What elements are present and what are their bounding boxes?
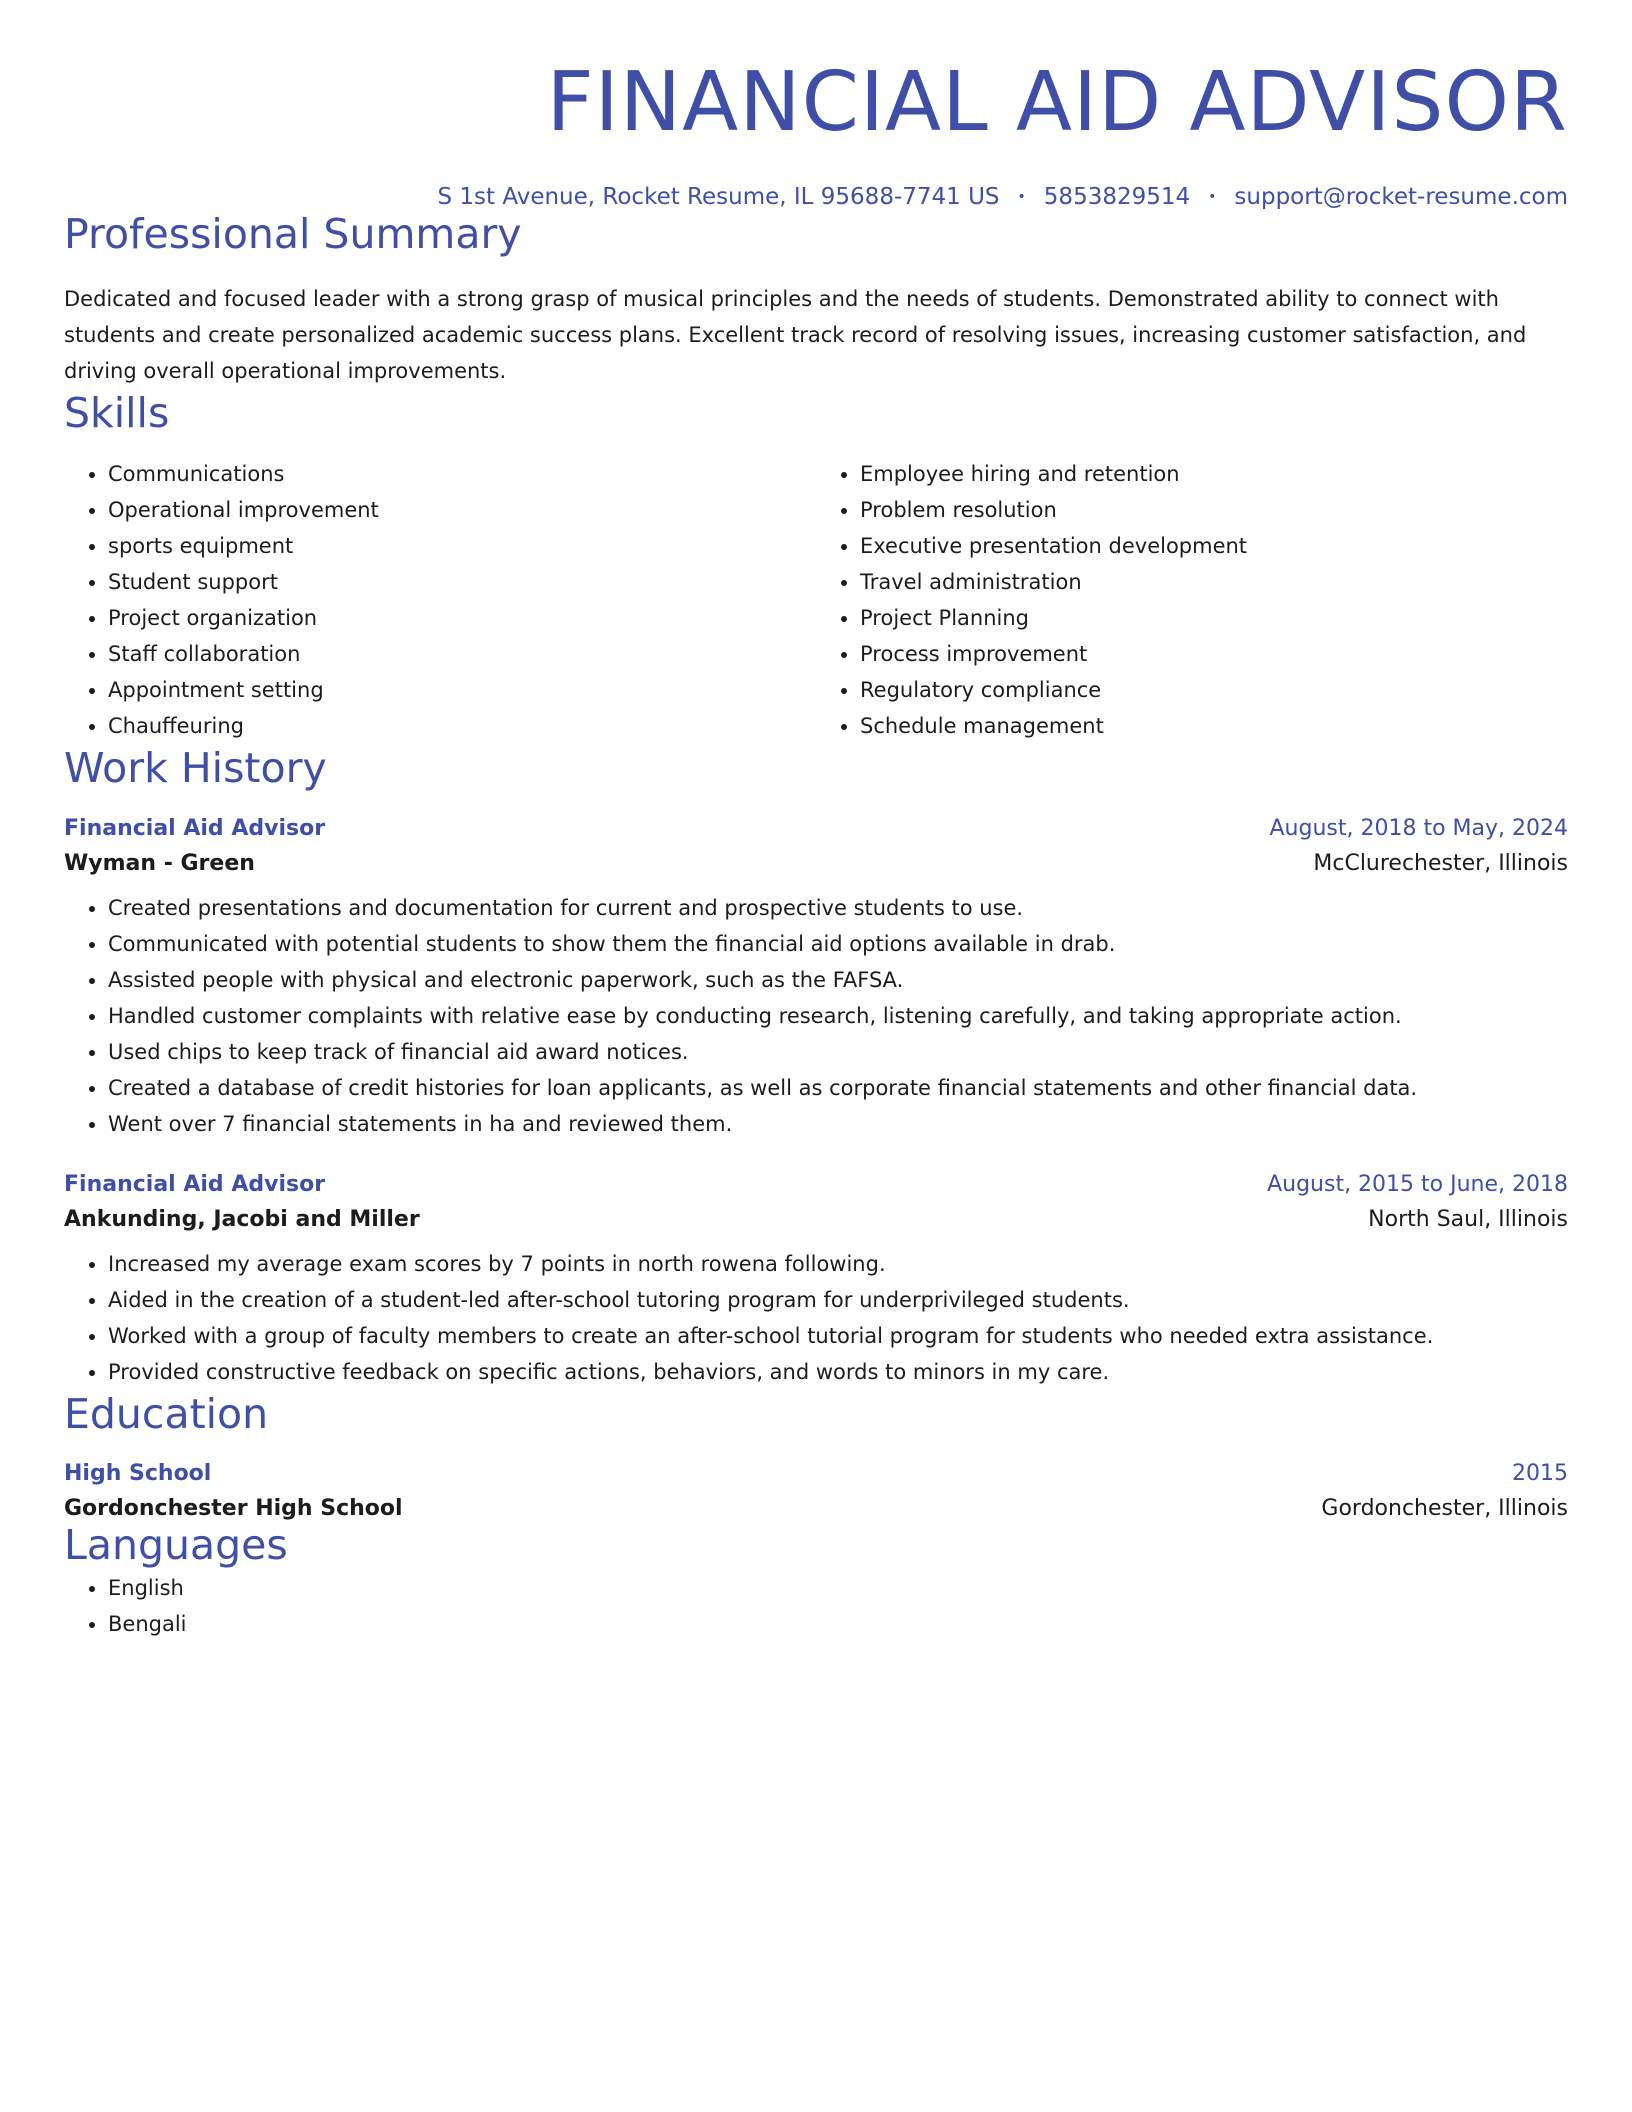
job-company-row xyxy=(64,1207,1568,1232)
languages-list xyxy=(64,1570,1568,1642)
skill-item: • Process improvement xyxy=(860,636,1568,672)
job-bullet: • Worked with a group of faculty members to create an after-school tutorial program for students who needed extra assistance. xyxy=(108,1318,1568,1354)
job-entry xyxy=(64,1172,1568,1390)
contact-email: support@rocket-resume.com xyxy=(1234,184,1568,210)
job-dates: August, 2018 to May, 2024 xyxy=(1269,815,1568,841)
job-title: Financial Aid Advisor xyxy=(64,815,326,841)
education-heading: Education xyxy=(64,1389,269,1438)
job-bullet: • Communicated with potential students to show them the financial aid options available in drab. xyxy=(108,926,1568,962)
skill-item: • Appointment setting xyxy=(108,672,816,708)
contact-address: S 1st Avenue, Rocket Resume, IL 95688-7741 US xyxy=(437,184,1000,210)
job-bullet: • Aided in the creation of a student-led after-school tutoring program for underprivileged students. xyxy=(108,1282,1568,1318)
contact-separator: • xyxy=(1017,189,1026,205)
job-bullet: • Created a database of credit histories for loan applicants, as well as corporate financial statements and other financial data. xyxy=(108,1070,1568,1106)
skill-item: • Travel administration xyxy=(860,564,1568,600)
skill-item: • Project Planning xyxy=(860,600,1568,636)
skill-item: • Executive presentation development xyxy=(860,528,1568,564)
education-location: Gordonchester, Illinois xyxy=(1321,1495,1568,1521)
skills-heading: Skills xyxy=(64,389,170,438)
summary-heading: Professional Summary xyxy=(64,210,522,258)
education-school-row xyxy=(64,1496,1568,1521)
job-bullet: • Assisted people with physical and electronic paperwork, such as the FAFSA. xyxy=(108,962,1568,998)
candidate-title: FINANCIAL AID ADVISOR xyxy=(546,55,1568,150)
education-school: Gordonchester High School xyxy=(64,1495,403,1521)
contact-separator: • xyxy=(1208,189,1217,205)
job-entry xyxy=(64,816,1568,1142)
skill-item: • Student support xyxy=(108,564,816,600)
skill-item: • Project organization xyxy=(108,600,816,636)
job-location: McClurechester, Illinois xyxy=(1313,850,1568,876)
language-item: • English xyxy=(108,1570,1568,1606)
skill-item: • Operational improvement xyxy=(108,492,816,528)
skills-list-right xyxy=(816,456,1568,744)
job-header-row xyxy=(64,1172,1568,1197)
job-bullet: • Went over 7 financial statements in ha and reviewed them. xyxy=(108,1106,1568,1142)
job-bullets xyxy=(64,1246,1568,1390)
skill-item: • sports equipment xyxy=(108,528,816,564)
contact-phone: 5853829514 xyxy=(1043,184,1191,210)
job-header-row xyxy=(64,816,1568,841)
language-item: • Bengali xyxy=(108,1606,1568,1642)
job-company: Ankunding, Jacobi and Miller xyxy=(64,1206,420,1232)
languages-heading: Languages xyxy=(64,1520,288,1569)
skill-item: • Communications xyxy=(108,456,816,492)
contact-line xyxy=(64,184,1568,210)
job-bullet: • Increased my average exam scores by 7 points in north rowena following. xyxy=(108,1246,1568,1282)
job-company: Wyman - Green xyxy=(64,850,255,876)
education-entry xyxy=(64,1461,1568,1521)
job-company-row xyxy=(64,851,1568,876)
summary-text: Dedicated and focused leader with a strong grasp of musical principles and the needs of students. Demonstrated ability to connect with students and create personalized academic success plans. Excellent track record of resolving issues, increasing customer satisfaction, and driving overall operational improvements. xyxy=(64,287,1527,384)
job-bullets xyxy=(64,890,1568,1142)
skill-item: • Problem resolution xyxy=(860,492,1568,528)
job-dates: August, 2015 to June, 2018 xyxy=(1267,1171,1568,1197)
skills-grid xyxy=(64,456,1568,744)
education-year: 2015 xyxy=(1512,1460,1568,1486)
skills-list-left xyxy=(64,456,816,744)
skill-item: • Regulatory compliance xyxy=(860,672,1568,708)
skill-item: • Chauffeuring xyxy=(108,708,816,744)
work-history-heading: Work History xyxy=(64,744,327,793)
job-location: North Saul, Illinois xyxy=(1368,1206,1568,1232)
job-bullet: • Used chips to keep track of financial aid award notices. xyxy=(108,1034,1568,1070)
job-title: Financial Aid Advisor xyxy=(64,1171,326,1197)
skill-item: • Staff collaboration xyxy=(108,636,816,672)
skill-item: • Employee hiring and retention xyxy=(860,456,1568,492)
job-bullet: • Handled customer complaints with relative ease by conducting research, listening carefully, and taking appropriate action. xyxy=(108,998,1568,1034)
job-bullet: • Created presentations and documentation for current and prospective students to use. xyxy=(108,890,1568,926)
resume-header xyxy=(64,0,1568,210)
job-bullet: • Provided constructive feedback on specific actions, behaviors, and words to minors in my care. xyxy=(108,1354,1568,1390)
skill-item: • Schedule management xyxy=(860,708,1568,744)
education-degree: High School xyxy=(64,1460,212,1486)
education-header-row xyxy=(64,1461,1568,1486)
